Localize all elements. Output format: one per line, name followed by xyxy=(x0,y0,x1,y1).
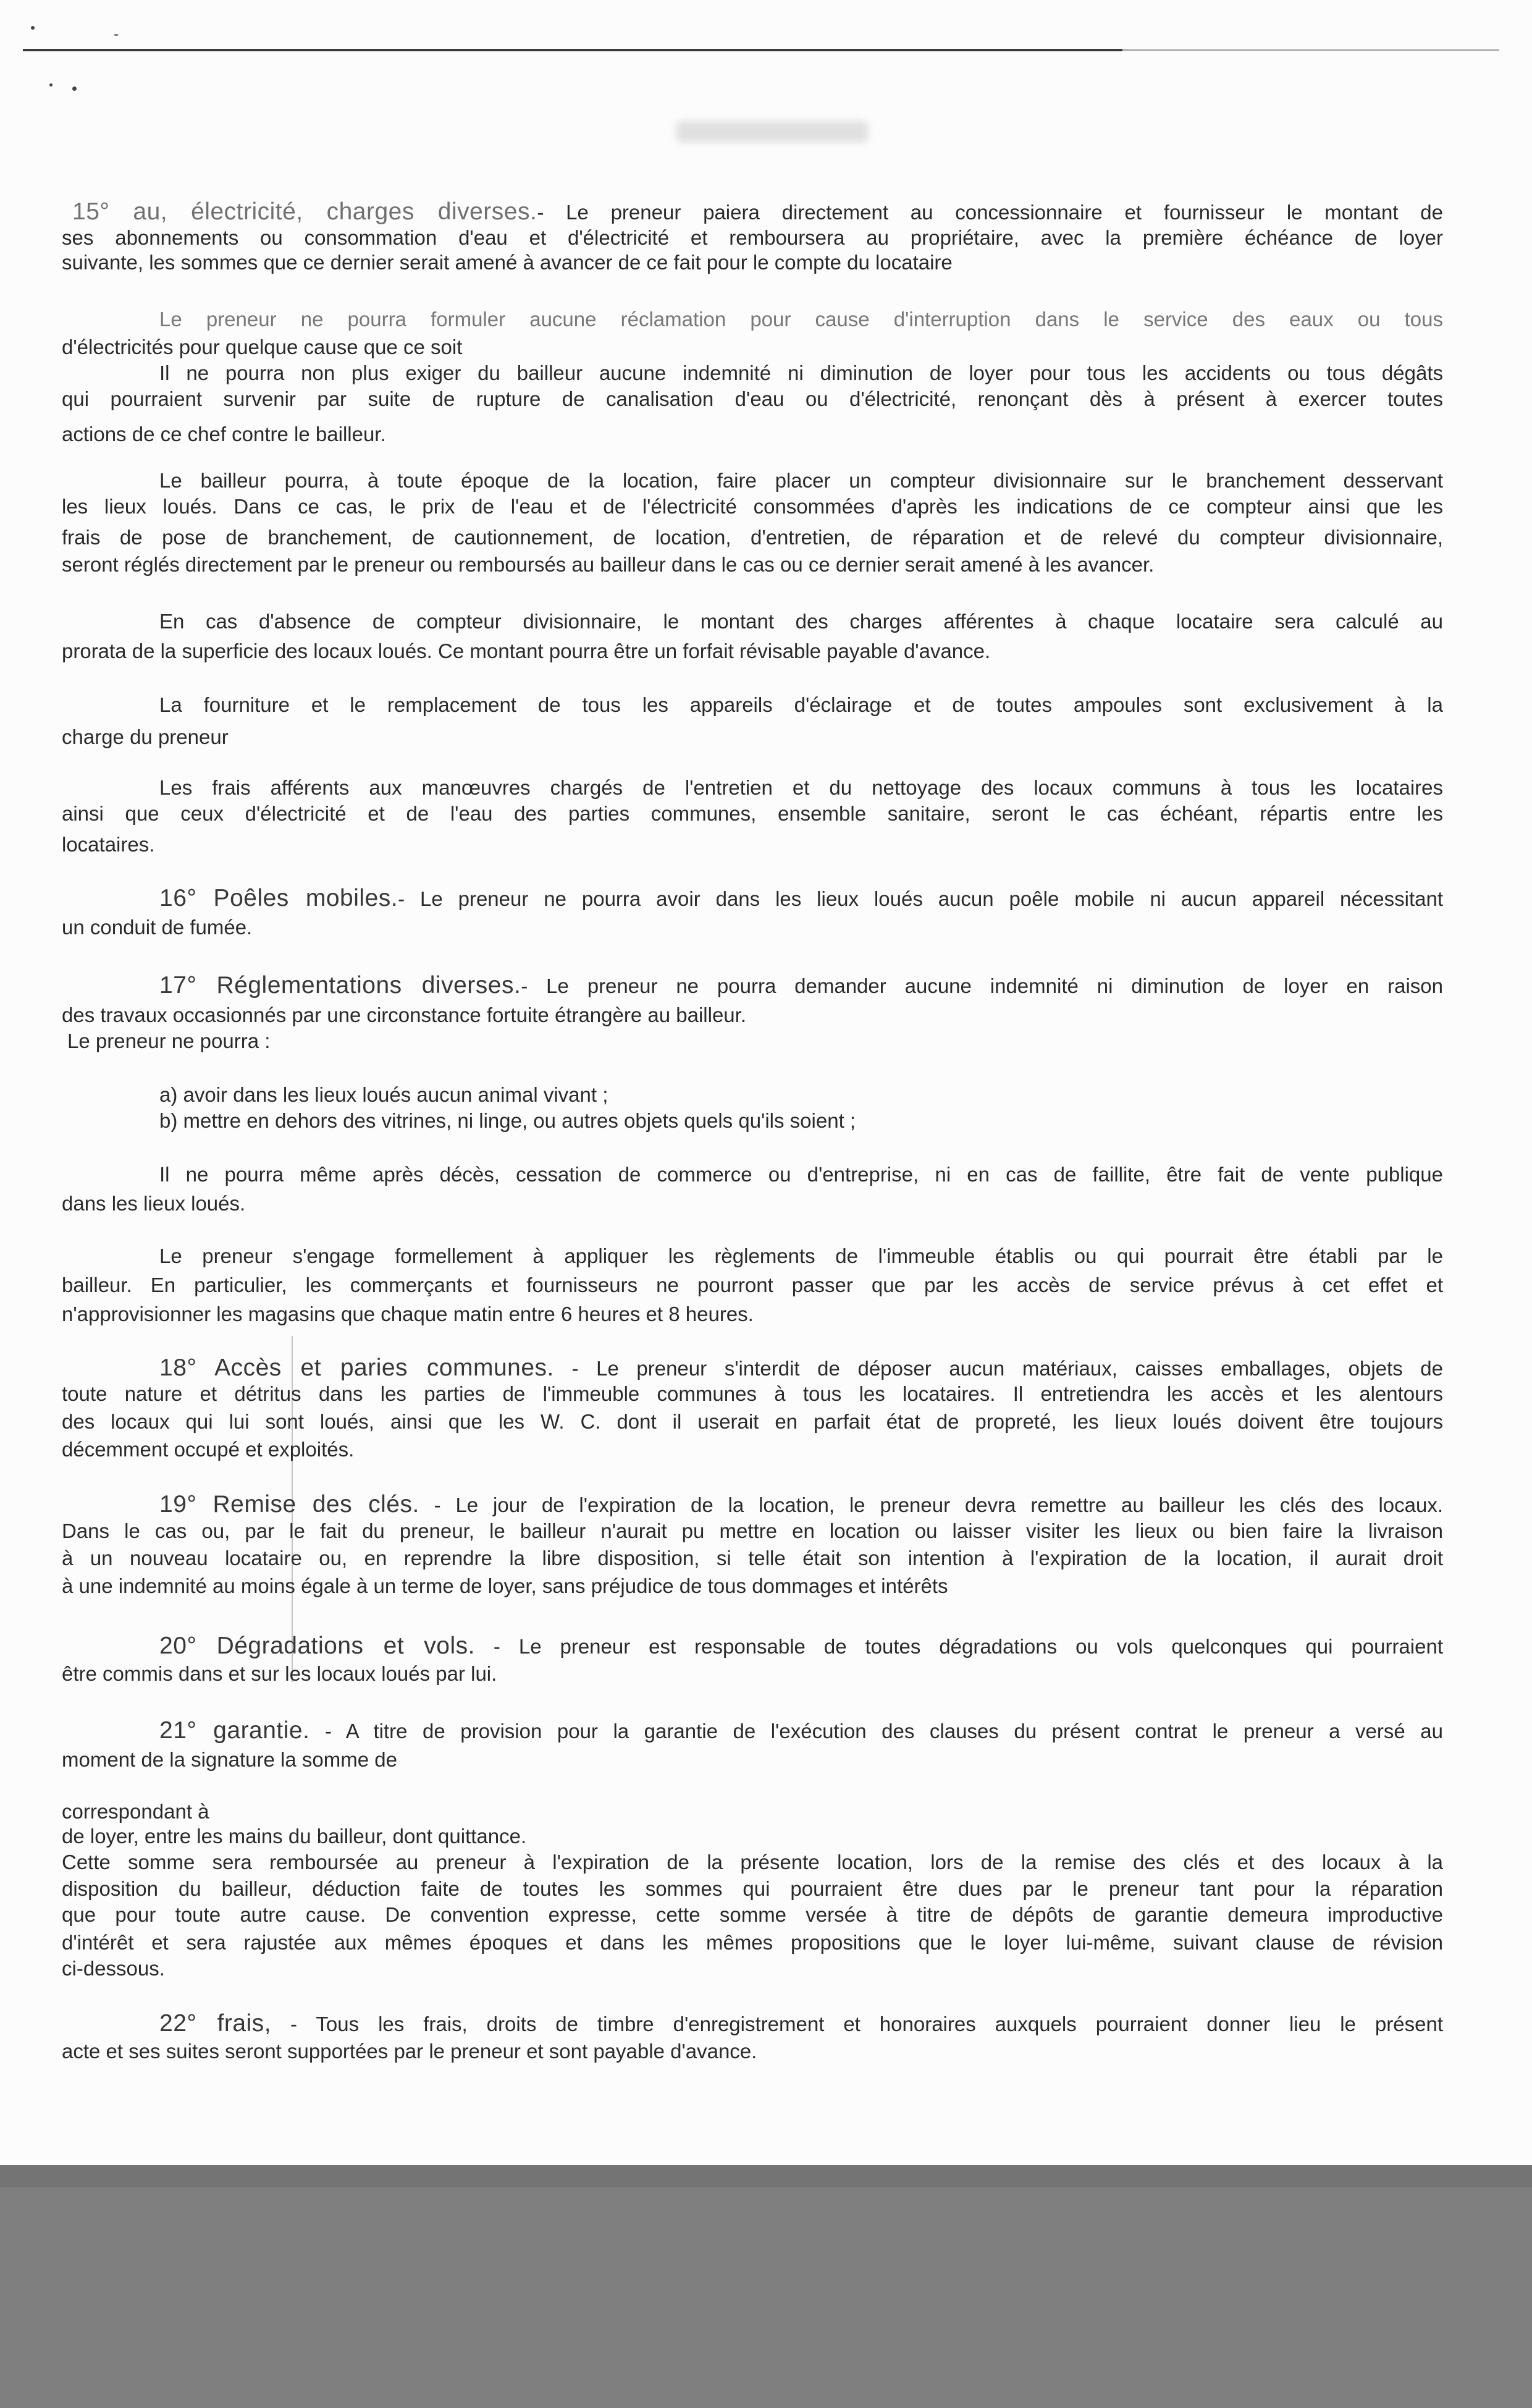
clause-21-line: moment de la signature la somme de xyxy=(62,1748,397,1771)
clause-15-line: d'électricités pour quelque cause que ce soit xyxy=(62,336,463,358)
clause-21-line: de loyer, entre les mains du bailleur, dont quittance. xyxy=(62,1825,527,1848)
clause-15-line: actions de ce chef contre le bailleur. xyxy=(62,423,386,446)
clause-18-line: des locaux qui lui sont loués, ainsi que les W. C. dont il userait en parfait état de propreté, les lieux loués doivent être toujours xyxy=(62,1410,1443,1433)
clause-15-heading: 15° au, électricité, charges diverses. xyxy=(72,198,537,225)
clause-15-line: charge du preneur xyxy=(62,725,229,748)
clause-15-line: ainsi que ceux d'électricité et de l'eau des parties communes, ensemble sanitaire, seront le cas échéant, répartis entre les xyxy=(62,802,1443,825)
clause-21-line: correspondant à xyxy=(62,1800,209,1823)
clause-19-line xyxy=(159,1491,1443,1518)
clause-15-line: prorata de la superficie des locaux loués. Ce montant pourra être un forfait révisable payable d'avance. xyxy=(62,640,991,662)
clause-15-line: En cas d'absence de compteur divisionnaire, le montant des charges afférentes à chaque locataire sera calculé au xyxy=(159,610,1443,633)
clause-15-line: les lieux loués. Dans ce cas, le prix de l'eau et de l'électricité consommées d'après les indications de ce compteur ainsi que les xyxy=(62,495,1443,518)
clause-18-heading: 18° Accès et paries communes. xyxy=(159,1354,554,1381)
clause-17-line: Il ne pourra même après décès, cessation de commerce ou d'entreprise, ni en cas de faillite, être fait de vente publique xyxy=(159,1163,1443,1186)
clause-21-heading: 21° garantie. xyxy=(159,1717,310,1744)
clause-18-line: toute nature et détritus dans les parties de l'immeuble communes à tous les locataires. Il entretiendra les accès et les alentours xyxy=(62,1382,1443,1405)
line-text: - Le preneur ne pourra demander aucune indemnité ni diminution de loyer en raison xyxy=(521,974,1443,997)
clause-19-line: Dans le cas ou, par le fait du preneur, le bailleur n'aurait pu mettre en location ou laisser visiter les lieux ou bien faire la livraison xyxy=(62,1519,1443,1542)
clause-18-line: décemment occupé et exploités. xyxy=(62,1438,355,1461)
clause-21-line: Cette somme sera remboursée au preneur à l'expiration de la présente location, lors de la remise des clés et des locaux à la xyxy=(62,1851,1443,1874)
clause-15-line: locataires. xyxy=(62,833,155,856)
clause-20-heading: 20° Dégradations et vols. xyxy=(159,1633,475,1659)
clause-20-line: être commis dans et sur les locaux loués par lui. xyxy=(62,1662,497,1685)
top-rule xyxy=(23,49,1122,51)
line-text: - Le preneur paiera directement au concessionnaire et fournisseur le montant de xyxy=(537,201,1443,224)
clause-15-line: suivante, les sommes que ce dernier serait amené à avancer de ce fait pour le compte du locataire xyxy=(62,251,953,274)
clause-21-line: ci-dessous. xyxy=(62,1957,165,1980)
clause-15-line: La fourniture et le remplacement de tous les appareils d'éclairage et de toutes ampoules sont exclusivement à la xyxy=(159,693,1443,716)
clause-21-line: que pour toute autre cause. De convention expresse, cette somme versée à titre de dépôts de garantie demeura improductive xyxy=(62,1903,1443,1926)
clause-19-line: à une indemnité au moins égale à un terme de loyer, sans préjudice de tous dommages et intérêts xyxy=(62,1574,948,1597)
clause-17-line: Le preneur s'engage formellement à appliquer les règlements de l'immeuble établis ou qui pourrait être établi par le xyxy=(159,1244,1443,1267)
clause-17-line: dans les lieux loués. xyxy=(62,1192,246,1215)
clause-17-line xyxy=(159,972,1443,999)
clause-18-line xyxy=(159,1354,1443,1382)
clause-17-line: n'approvisionner les magasins que chaque matin entre 6 heures et 8 heures. xyxy=(62,1303,754,1325)
scan-speck xyxy=(72,87,77,91)
clause-17-line: bailleur. En particulier, les commerçants et fournisseurs ne pourront passer que par les accès de service prévus à cet effet et xyxy=(62,1274,1443,1296)
line-text: - Le preneur est responsable de toutes dégradations ou vols quelconques qui pourraient xyxy=(474,1635,1443,1658)
clause-17-heading: 17° Réglementations diverses. xyxy=(159,972,521,999)
clause-15-line: qui pourraient survenir par suite de rupture de canalisation d'eau ou d'électricité, renonçant dès à présent à exercer toutes xyxy=(62,387,1443,410)
top-rule-faint xyxy=(1122,49,1499,51)
clause-16-line: un conduit de fumée. xyxy=(62,916,253,939)
clause-15-line: Le preneur ne pourra formuler aucune réclamation pour cause d'interruption dans le service des eaux ou tous xyxy=(159,308,1443,331)
clause-15-line: ses abonnements ou consommation d'eau et d'électricité et remboursera au propriétaire, avec la première échéance de loyer xyxy=(62,226,1443,249)
scanner-background xyxy=(0,2165,1532,2408)
clause-15-line: seront réglés directement par le preneur ou remboursés au bailleur dans le cas ou ce dernier serait amené à les avancer. xyxy=(62,553,1155,576)
page-bottom-edge xyxy=(0,2165,1532,2187)
line-text: - Tous les frais, droits de timbre d'enregistrement et honoraires auxquels pourraient donner lieu le présent xyxy=(271,2013,1443,2035)
clause-22-line: acte et ses suites seront supportées par le preneur et sont payable d'avance. xyxy=(62,2040,757,2063)
clause-19-heading: 19° Remise des clés. xyxy=(159,1491,419,1518)
bleed-through-smudge xyxy=(676,121,868,142)
clause-21-line xyxy=(159,1717,1443,1744)
clause-16-heading: 16° Poêles mobiles. xyxy=(159,885,398,911)
clause-16-line xyxy=(159,885,1443,912)
line-text: - Le preneur ne pourra avoir dans les lieux loués aucun poêle mobile ni aucun appareil nécessitant xyxy=(398,887,1443,910)
clause-22-heading: 22° frais, xyxy=(159,2010,272,2037)
scan-speck xyxy=(31,26,35,30)
scan-speck xyxy=(49,83,53,87)
clause-22-line xyxy=(159,2010,1443,2037)
clause-19-line: à un nouveau locataire ou, en reprendre la libre disposition, si telle était son intention à l'expiration de la location, il aurait droit xyxy=(62,1547,1443,1569)
clause-17-line: Le preneur ne pourra : xyxy=(67,1029,271,1052)
clause-21-line: disposition du bailleur, déduction faite de toutes les sommes qui pourraient être dues par le preneur tant pour la réparation xyxy=(62,1877,1443,1900)
line-text: - Le jour de l'expiration de la location, le preneur devra remettre au bailleur les clés des locaux. xyxy=(419,1493,1443,1516)
clause-15-line: frais de pose de branchement, de cautionnement, de location, d'entretien, de réparation et de relevé du compteur divisionnaire, xyxy=(62,526,1443,549)
list-item: b) mettre en dehors des vitrines, ni linge, ou autres objets quels qu'ils soient ; xyxy=(159,1109,856,1132)
clause-15-line: Les frais afférents aux manœuvres chargés de l'entretien et du nettoyage des locaux communs à tous les locataires xyxy=(159,776,1443,799)
line-text: - Le preneur s'interdit de déposer aucun matériaux, caisses emballages, objets de xyxy=(553,1357,1444,1380)
clause-20-line xyxy=(159,1633,1443,1660)
scan-speck xyxy=(114,34,119,36)
clause-15-line: Il ne pourra non plus exiger du bailleur aucune indemnité ni diminution de loyer pour tous les accidents ou tous dégâts xyxy=(159,361,1443,384)
list-item: a) avoir dans les lieux loués aucun animal vivant ; xyxy=(159,1083,608,1106)
clause-21-line: d'intérêt et sera rajustée aux mêmes époques et dans les mêmes propositions que le loyer lui-même, suivant clause de révision xyxy=(62,1931,1443,1954)
clause-15-line xyxy=(72,198,1443,226)
line-text: - A titre de provision pour la garantie de l'exécution des clauses du présent contrat le preneur a versé au xyxy=(309,1720,1443,1743)
clause-15-line: Le bailleur pourra, à toute époque de la location, faire placer un compteur divisionnaire sur le branchement desservant xyxy=(159,469,1443,492)
clause-17-line: des travaux occasionnés par une circonstance fortuite étrangère au bailleur. xyxy=(62,1003,746,1026)
